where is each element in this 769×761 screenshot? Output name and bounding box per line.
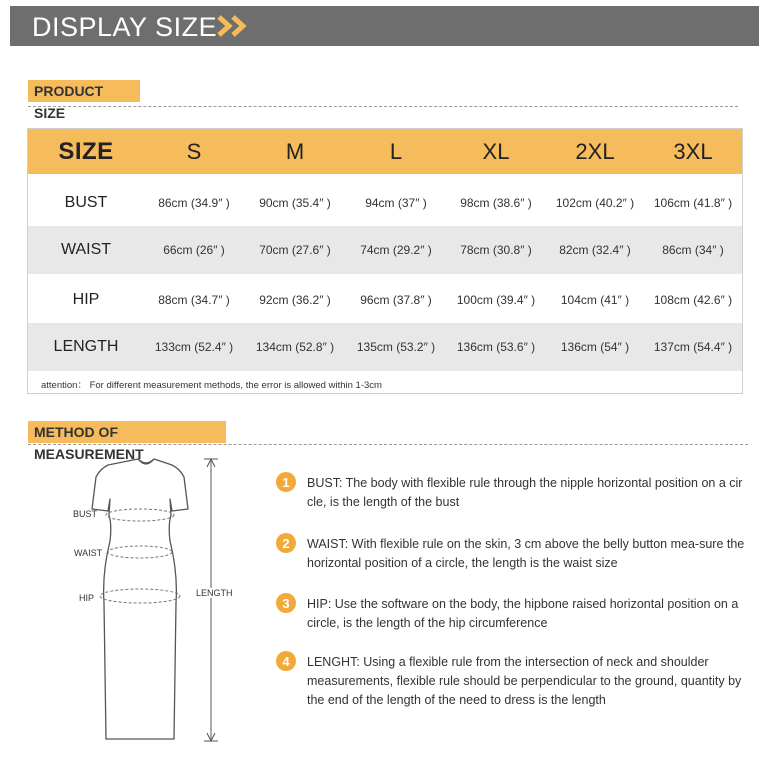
table-cell: 94cm (37″ ) (365, 196, 427, 210)
table-cell: 108cm (42.6″ ) (653, 293, 733, 307)
table-cell: 90cm (35.4″ ) (259, 196, 331, 210)
display-size-banner (10, 6, 759, 46)
table-cell: 92cm (36.2″ ) (259, 293, 331, 307)
table-cell: 137cm (54.4″ ) (653, 340, 733, 354)
header-size: SIZE (58, 137, 114, 165)
method-divider (28, 444, 748, 445)
step-text: HIP: Use the software on the body, the hipbone raised horizontal position on a circle, is the length of the hip circumference (307, 597, 739, 630)
figure-label-waist: WAIST (74, 548, 103, 558)
size-table (27, 128, 743, 394)
table-cell: 82cm (32.4″ ) (559, 243, 631, 257)
step-number-2: 2 (276, 533, 296, 553)
size-table-header (28, 129, 742, 174)
step-number-4: 4 (276, 651, 296, 671)
row-label: WAIST (60, 241, 112, 258)
header-3xl: 3XL (673, 138, 713, 164)
table-cell: 104cm (41″ ) (560, 293, 630, 307)
table-row-waist (28, 226, 742, 274)
step-number-3: 3 (276, 593, 296, 613)
row-label: BUST (64, 194, 108, 211)
dress-illustration (60, 453, 250, 753)
header-s: S (186, 138, 202, 164)
table-cell: 136cm (53.6″ ) (456, 340, 536, 354)
step-text: WAIST: With flexible rule on the skin, 3 cm above the belly button mea-sure the horizontal position of a circle, the length is the waist size (307, 537, 745, 570)
table-cell: 88cm (34.7″ ) (158, 293, 230, 307)
table-cell: 66cm (26″ ) (163, 243, 225, 257)
product-size-divider (28, 106, 738, 107)
table-row-length (28, 323, 742, 371)
table-cell: 74cm (29.2″ ) (360, 243, 432, 257)
header-xl: XL (482, 138, 510, 164)
table-cell: 102cm (40.2″ ) (555, 196, 635, 210)
table-cell: 70cm (27.6″ ) (259, 243, 331, 257)
table-cell: 86cm (34.9″ ) (158, 196, 230, 210)
table-cell: 78cm (30.8″ ) (460, 243, 532, 257)
step-text: LENGHT: Using a flexible rule from the intersection of neck and shoulder measurements, flexible rule should be perpendicular to the ground, quantity by the end of the length of the need to dress is the length (307, 655, 742, 707)
table-row-hip (28, 276, 742, 324)
row-label: LENGTH (53, 338, 119, 355)
double-chevron-right-icon (217, 15, 251, 37)
step-text: BUST: The body with flexible rule through the nipple horizontal position on a cir cle, is the length of the bust (307, 476, 743, 509)
row-label: HIP (72, 291, 100, 308)
method-tag: METHOD OF MEASUREMENT (28, 421, 226, 443)
figure-label-bust: BUST (73, 509, 98, 519)
header-m: M (285, 138, 305, 164)
product-size-tag: PRODUCT SIZE (28, 80, 140, 102)
dress-figure (60, 453, 250, 753)
table-cell: 135cm (53.2″ ) (356, 340, 436, 354)
figure-label-length: LENGTH (196, 588, 233, 598)
header-2xl: 2XL (575, 138, 615, 164)
step-number-1: 1 (276, 472, 296, 492)
table-cell: 134cm (52.8″ ) (255, 340, 335, 354)
table-cell: 86cm (34″ ) (662, 243, 724, 257)
table-cell: 133cm (52.4″ ) (154, 340, 234, 354)
table-cell: 100cm (39.4″ ) (456, 293, 536, 307)
table-cell: 136cm (54″ ) (560, 340, 630, 354)
table-cell: 98cm (38.6″ ) (460, 196, 532, 210)
table-row-bust (28, 179, 742, 227)
banner-title: DISPLAY SIZE (32, 12, 218, 42)
attention-note: attention： For different measurement methods, the error is allowed within 1-3cm (41, 380, 382, 391)
table-cell: 96cm (37.8″ ) (360, 293, 432, 307)
header-l: L (389, 138, 403, 164)
table-cell: 106cm (41.8″ ) (653, 196, 733, 210)
figure-label-hip: HIP (79, 593, 95, 603)
